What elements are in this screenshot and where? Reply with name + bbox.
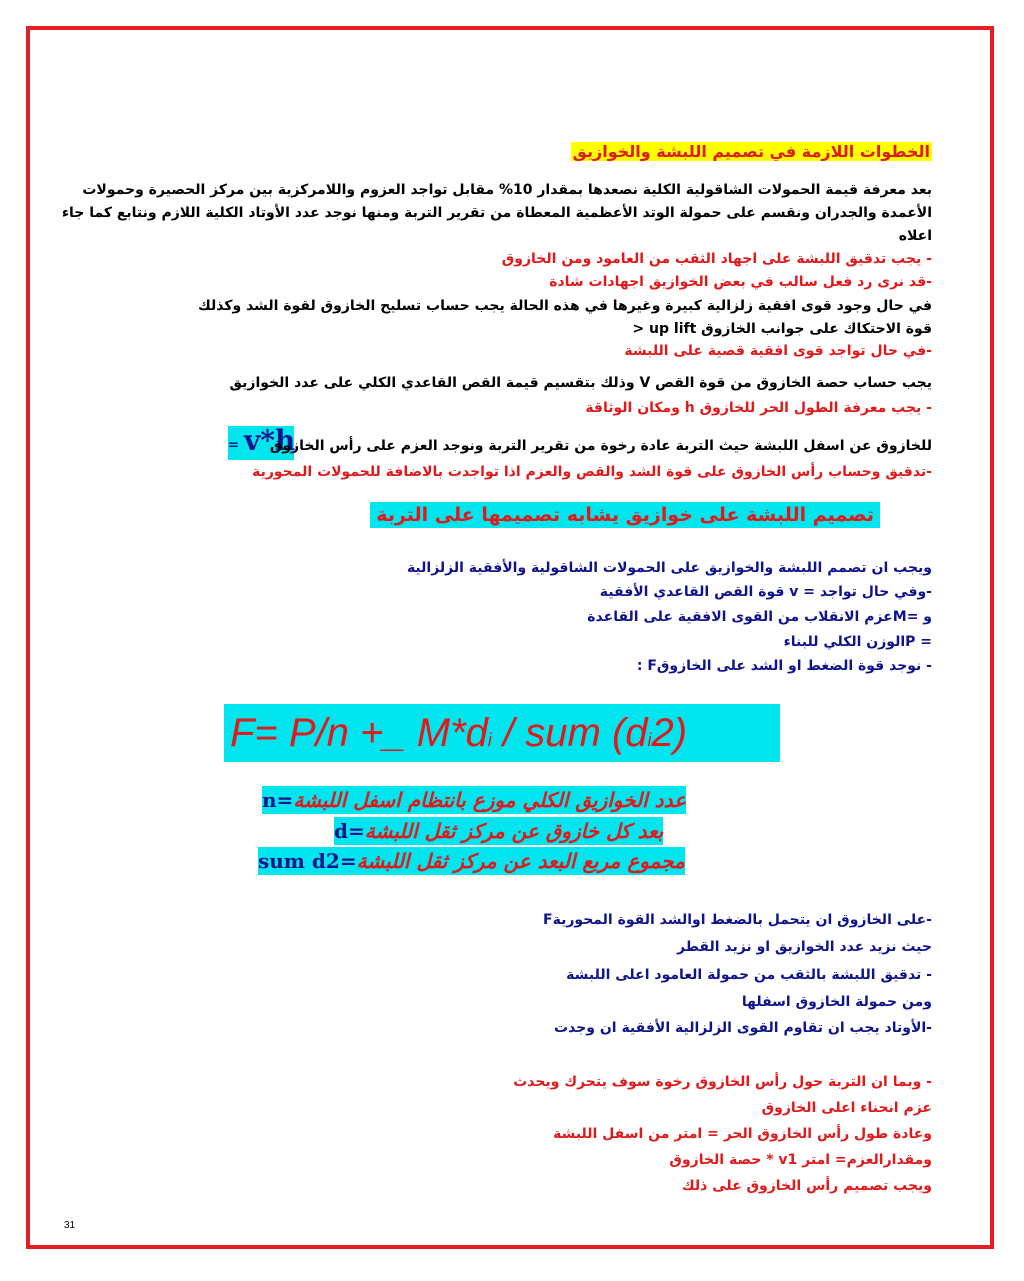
para1-line2: الأعمدة والجدران ونقسم على حمولة الوتد الأعظمية المعطاة من تقرير التربة ومنها نوجد عدد الأوتاد الكلية اللازم ونتابع كما جاء (61, 205, 932, 221)
para3: يجب حساب حصة الخازوق من قوة القص V وذلك بتقسيم قيمة القص القاعدي الكلي على عدد الخوازيق (229, 375, 932, 391)
definition-n-text: عدد الخوازيق الكلي موزع بانتظام اسفل اللبشة (293, 788, 686, 812)
definition-sum (258, 847, 685, 875)
red6-line-1: - وبما ان التربة حول رأس الخازوق رخوة سوف يتحرك ويحدث (513, 1074, 932, 1090)
para1-line1: بعد معرفة قيمة الحمولات الشاقولية الكلية نصعدها بمقدار 10% مقابل تواجد العزوم واللامركزية بين مركز الحصيرة وحمولات (82, 182, 932, 198)
heading-text: الخطوات اللازمة في تصميم اللبشة والخوازيق (572, 142, 930, 161)
red-note-4: - يجب معرفة الطول الحر للخازوق h ومكان الوثاقة (585, 400, 932, 416)
pile-load-formula (224, 704, 780, 762)
red-note-3: -في حال تواجد قوى افقية قصية على اللبشة (624, 343, 932, 359)
formula-part-2: / sum (d (491, 711, 648, 755)
definition-sum-symbol: =sum d2 (258, 849, 357, 873)
section-heading-2: تصميم اللبشة على خوازيق يشابه تصميمها على التربة (370, 502, 880, 528)
blue-line-3: و =Mعزم الانقلاب من القوى الافقية على القاعدة (587, 609, 932, 625)
heading (571, 142, 932, 163)
blue-line-4: = Pالوزن الكلي للبناء (783, 634, 932, 650)
red-note-1: - يجب تدقيق اللبشة على اجهاد الثقب من العامود ومن الخازوق (501, 251, 932, 267)
blue2-line-2: حيث نزيد عدد الخوازيق او نزيد القطر (677, 939, 932, 955)
page-number: 31 (64, 1220, 76, 1231)
red6-line-3: وعادة طول رأس الخازوق الحر = امتر من اسفل اللبشة (553, 1126, 932, 1142)
red-note-2: -قد نرى رد فعل سالب في بعض الخوازيق اجهادات شادة (549, 274, 932, 290)
definition-d-symbol: =d (334, 819, 365, 843)
definition-d-text: بعد كل خازوق عن مركز ثقل اللبشة (364, 819, 664, 843)
vh-expression: v*h (244, 424, 296, 457)
definition-d (334, 817, 663, 845)
definition-n-symbol: =n (262, 788, 294, 812)
para4: للخازوق عن اسفل اللبشة حيث التربة عادة رخوة من تقرير التربة ونوجد العزم على رأس الخازوق (269, 438, 932, 454)
para2-line2: قوة الاحتكاك على جوانب الخازوق up lift < (632, 321, 932, 337)
blue-line-1: ويجب ان تصمم اللبشة والخوازيق على الحمولات الشاقولية والأفقية الزلزالية (406, 560, 932, 576)
para1-line3: اعلاه (898, 228, 932, 244)
red6-line-2: عزم انحناء اعلى الخازوق (761, 1100, 932, 1116)
blue2-line-3: - تدقيق اللبشة بالثقب من حمولة العامود اعلى اللبشة (566, 967, 932, 983)
blue2-line-1: -على الخازوق ان يتحمل بالضغط اوالشد القوة المحوريةF (543, 912, 932, 928)
vh-equals: = (228, 438, 239, 453)
definition-sum-text: مجموع مربع البعد عن مركز ثقل اللبشة (356, 849, 685, 873)
blue-line-5: - نوجد قوة الضغط او الشد على الخازوقF : (636, 658, 932, 674)
formula-sub-2: i (647, 730, 652, 750)
red-note-5: -تدقيق وحساب رأس الخازوق على قوة الشد والقص والعزم اذا تواجدت بالاضافة للحمولات المحورية (252, 464, 932, 480)
red6-line-4: ومقدارالعزم= امتر v1 * حصة الخازوق (669, 1152, 932, 1168)
blue-line-2: -وفي حال تواجد = v قوة القص القاعدي الأفقية (599, 584, 932, 600)
red6-line-5: ويجب تصميم رأس الخازوق على ذلك (681, 1178, 932, 1194)
formula-sub-1: i (487, 730, 492, 750)
blue2-line-4: ومن حمولة الخازوق اسفلها (741, 994, 932, 1010)
para2-line1: في حال وجود قوى افقية زلزالية كبيرة وغيرها في هذه الحالة يجب حساب تسليح الخازوق لقوة الشد وكذلك (197, 298, 932, 314)
formula-part-3: 2) (651, 711, 688, 755)
blue2-line-5: -الأوتاد يجب ان تقاوم القوى الزلزالية الأفقية ان وجدت (554, 1020, 932, 1036)
formula-part-1: F= P/n +_ M*d (230, 711, 488, 755)
definition-n (262, 786, 686, 814)
